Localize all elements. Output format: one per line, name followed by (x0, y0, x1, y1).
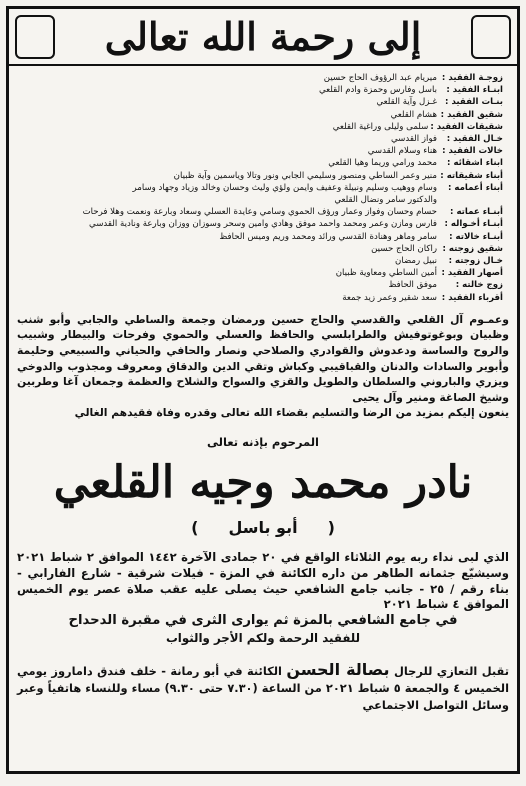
header-banner (9, 9, 517, 66)
closing-line: للفقيد الرحمة ولكم الأجر والثواب (165, 631, 361, 645)
relative-label: ابناء اشقائه : (447, 158, 503, 169)
condolence-details (9, 645, 517, 714)
relative-label: خـال الفقيد : (446, 134, 503, 145)
relative-row (19, 182, 503, 194)
ornament-left-icon (15, 15, 55, 59)
relative-row (19, 157, 503, 169)
relative-label: أصهار الفقيد : (441, 268, 503, 279)
relative-row (19, 109, 503, 121)
relative-names: نبيل رمضان (395, 256, 437, 267)
relatives-list (9, 66, 517, 304)
relative-names: ميريام عبد الرؤوف الحاج حسين (323, 73, 437, 83)
relative-label: شقيق زوجته : (442, 243, 503, 254)
funeral-details-text: الذي لبى نداء ربه يوم الثلاثاء الواقع في ٢٠ جمادى الآخرة ١٤٤٢ الموافق ٢ شباط ٢٠٢١ وسيشيّع جثمانه الطاهر من داره الكائنة في المزة - فيلات شرقية - شارع الفارابي - بناء رقم / ٢٥ - جانب جامع الشافعي حيث يصلى عليه عقب صلاة عصر يوم الخميس الموافق ٤ شباط ٢٠٢١ (17, 550, 509, 612)
relative-label: خـال زوجته : (448, 256, 503, 267)
relative-row (19, 96, 503, 108)
relative-row (19, 292, 503, 304)
relative-label: شقيقات الفقيد : (430, 121, 503, 132)
funeral-details (9, 540, 517, 629)
relative-names: سعد شقير وعمر زيد جمعة (342, 292, 437, 303)
relative-row (19, 170, 503, 182)
relative-label: زوجـة الفقيد : (441, 73, 503, 83)
relative-row (19, 231, 503, 243)
relative-label: بنـات الفقيد : (445, 97, 503, 108)
relative-names: سلمى وليلى وراغية القلعي (332, 121, 429, 132)
relative-names: وسام ووهيب وسليم ونبيلة وعفيف وايمن ولؤي وليث وحسان وخالد وزياد وجهاد وسامر (132, 182, 437, 193)
relative-label (439, 194, 503, 206)
relative-row (19, 72, 503, 84)
relative-label: أبنـاء خالاته : (449, 231, 503, 242)
condolence-prefix: تقبل التعازي للرجال (393, 664, 510, 678)
deceased-nickname: أبو باسل (228, 518, 298, 538)
relative-names: حسام وحسان وفواز وعمار ورؤف الحموي وسامي وعايدة العسلي وسعاد وبارعة ونعمت وهلا فرحات (82, 207, 437, 218)
relative-row (19, 255, 503, 267)
relative-label: خالات الفقيد : (442, 146, 503, 157)
relative-label: أبناء أعمامه : (447, 182, 503, 193)
relative-names: هناء وسلام القدسي (367, 146, 437, 157)
relative-label: زوج خالته : (455, 280, 503, 291)
announcement-line: ينعون إليكم بمزيد من الرضا والتسليم بقضاء الله تعالى وقدره وفاة فقيدهم الغالي (74, 406, 509, 420)
relative-row (19, 243, 503, 255)
relative-names: سامر وماهر وهنادة القدسي ورائد ومحمد وريم وميس الحافظ (219, 231, 437, 242)
relative-label: شقيق الفقيد : (440, 109, 503, 120)
relative-names: فارس ومازن وعمر ومحمد واحمد موفق وهادي وامين وسحر وسوزان ووزان وبارعة ونادية القدسي (89, 219, 437, 230)
relative-row (19, 194, 503, 206)
page-title: إلى رحمة الله تعالى (104, 14, 422, 59)
relative-row (19, 121, 503, 133)
relative-names: والدكتور سامر ونضال القلعي (334, 195, 437, 206)
deceased-prefix: المرحوم بإذنه تعالى (207, 435, 319, 450)
relative-row (19, 267, 503, 279)
relative-names: باسل وفارس وحمزة وادم القلعي (318, 85, 437, 96)
relative-label: أبنـاء أخـواله : (444, 219, 503, 230)
paren-open: ( (327, 518, 335, 538)
family-names-paragraph: وعمـوم آل القلعي والقدسي والحاج حسين ورمضان وجمعة والساطي والجابي وأبو شنب وظبيان وبوغوتوفيش والطرابلسي والحافظ والعسلي والحموي وفرحات والبيطار وشبيب والروح والساسة ودعدوش والقوادري والصلاحي ونصار والحافي والحياني والسبيعي وحليمة وأبوير والسادات والدنان والقباقيبي وكباش وتقي الدين والدقاق ومعروف ومجذوب والدوخي ويزري والباروني والسلطان والطويل والقزي والسواح والشلاح والعظمة وجمعان آغا وطربين وشيخ الصاغة ومنير وآل يحيى (17, 312, 509, 404)
relative-names: هشام القلعي (390, 109, 437, 120)
deceased-name: نادر محمد وجيه القلعي (53, 457, 473, 509)
hall-name: بصالة الحسن (286, 660, 390, 679)
hall-location: الكائنة في أبو رمانة - خلف فندق داماروز (51, 664, 282, 678)
burial-line: في جامع الشافعي بالمزة ثم يوارى الثرى في مقبرة الدحداح (68, 613, 458, 629)
ornament-right-icon (471, 15, 511, 59)
condolence-women: وللنساء هاتفياً وعبر وسائل التواصل الاجتماعي (17, 681, 509, 712)
relative-row (19, 218, 503, 230)
relative-names: موفق الحافظ (388, 280, 437, 291)
relative-names: راكان الحاج حسين (371, 243, 437, 254)
relative-row (19, 279, 503, 291)
relative-names: منير وعمر الساطي ومنصور وسليمي الجابي ونور وتالا وياسمين وآية ظبيان (173, 170, 437, 181)
nickname-wrapper (9, 515, 517, 540)
relative-names: غـزل وآية القلعي (376, 97, 437, 108)
relative-label: أبناء شقيقاته : (440, 170, 503, 181)
relative-row (19, 206, 503, 218)
relative-row (19, 145, 503, 157)
relative-label: أبنـاء عماته : (450, 207, 503, 218)
relative-row (19, 84, 503, 96)
relative-label: أقرباء الفقيد : (441, 292, 503, 303)
relative-names: أمين الساطي ومعاوية ظبيان (335, 268, 437, 279)
condolence-times: يومي الخميس ٤ والجمعة ٥ شباط ٢٠٢١ من الساعة (٧.٣٠ حتى ٩.٣٠) مساء (17, 664, 509, 695)
relative-row (19, 133, 503, 145)
paren-close: ) (191, 518, 199, 538)
relative-label: ابنـاء الفقيد : (446, 85, 503, 96)
relative-names: فواز القدسي (390, 134, 437, 145)
obituary-notice (6, 6, 520, 774)
relative-names: محمد ورامي وريما وهيا القلعي (328, 158, 437, 169)
